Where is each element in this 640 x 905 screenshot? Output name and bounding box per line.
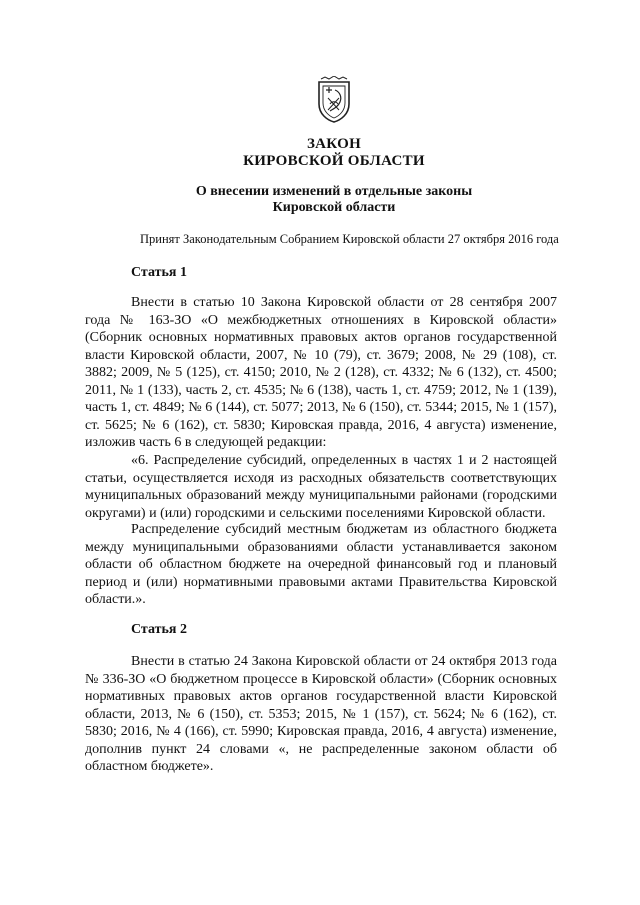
law-subject-line2: Кировской области (272, 200, 396, 215)
law-region-title: КИРОВСКОЙ ОБЛАСТИ (243, 153, 425, 169)
article-2-paragraph-1: Внести в статью 24 Закона Кировской области от 24 октября 2013 года № 336-ЗО «О бюджетном процессе в Кировской области» (Сборник основных нормативных правовых актов органов государственной власти Кировской области, 2013, № 6 (150), ст. 5353; 2015, № 1 (157), ст. 5624; № 6 (162), ст. 5830; 2016, № 4 (166), ст. 5990; Кировская правда, 2016, 4 августа) изменение, дополнив пункт 24 словами «, не распределенные законом области об областном бюджете». (85, 654, 557, 774)
coat-of-arms-icon (313, 76, 355, 124)
article-1-paragraph-1: Внести в статью 10 Закона Кировской области от 28 сентября 2007 года № 163-ЗО «О межбюджетных отношениях в Кировской области» (Сборник основных нормативных правовых актов органов государственной власти Кировской области, 2007, № 10 (79), ст. 3679; 2008, № 29 (108), ст. 3882; 2009, № 5 (125), ст. 4150; 2010, № 2 (128), ст. 4332; № 6 (132), ст. 4500; 2011, № 1 (133), часть 2, ст. 4535; № 6 (138), часть 1, ст. 4759; 2012, № 1 (139), часть 1, ст. 4849; № 6 (144), ст. 5077; 2013, № 6 (150), ст. 5344; 2015, № 1 (157), ст. 5625; № 6 (162), ст. 5830; Кировская правда, 2016, 4 августа) изменение, изложив часть 6 в следующей редакции: (85, 295, 557, 450)
adoption-note: Принят Законодательным Собранием Кировской области 27 октября 2016 года (140, 232, 559, 246)
law-title: ЗАКОН (306, 136, 362, 152)
article-2-heading: Статья 2 (131, 622, 187, 637)
law-subject-line1: О внесении изменений в отдельные законы (195, 184, 473, 199)
article-1-paragraph-3: Распределение субсидий местным бюджетам из областного бюджета между муниципальными образованиями области устанавливается законом области об областном бюджете на очередной финансовый год и плановый период и (или) нормативными правовыми актами Правительства Кировской области.». (85, 522, 557, 607)
article-1-heading: Статья 1 (131, 265, 187, 280)
article-1-paragraph-2: «6. Распределение субсидий, определенных в частях 1 и 2 настоящей статьи, осуществляется исходя из расходных обязательств соответствующих муниципальных образований между муниципальными районами (городскими округами) и (или) городскими и сельскими поселениями Кировской области. (85, 453, 557, 521)
